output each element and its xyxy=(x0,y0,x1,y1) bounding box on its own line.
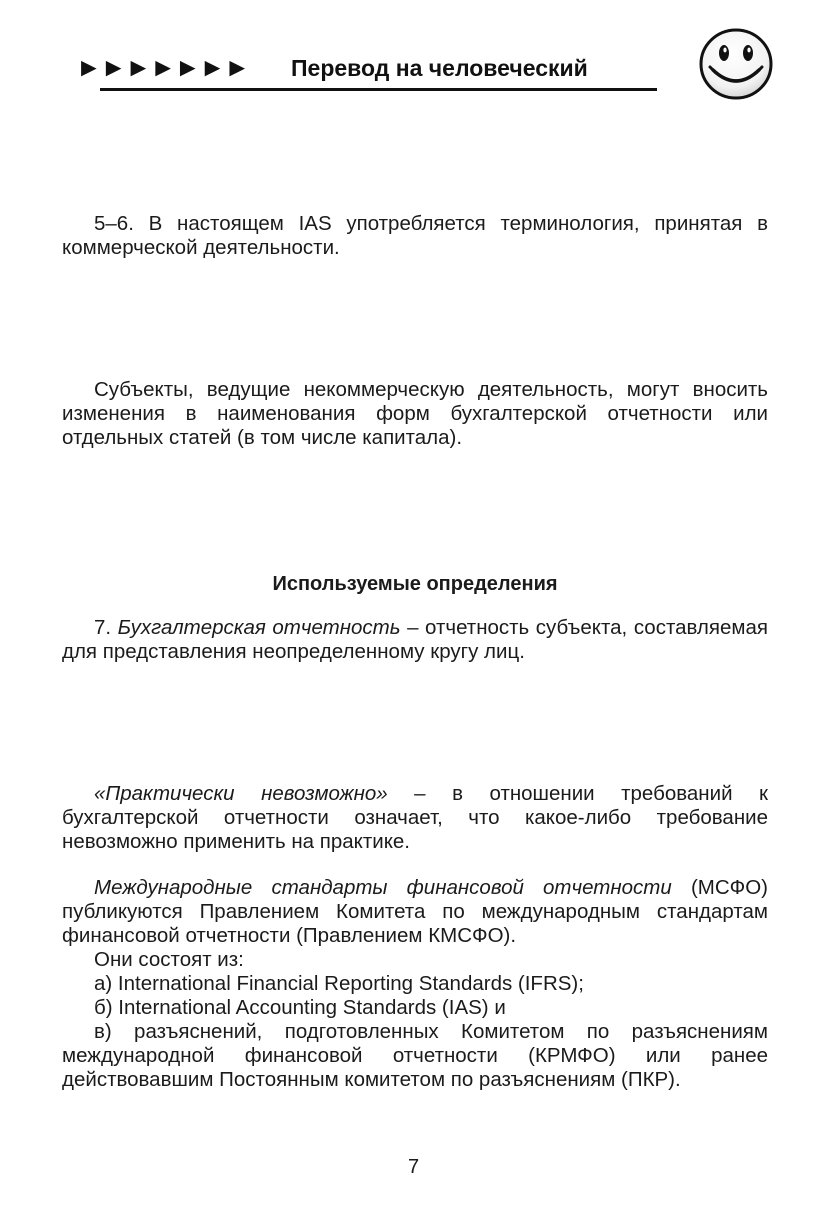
list-item: б) International Accounting Standards (IAS) и xyxy=(94,996,506,1019)
paragraph-text: Субъекты, ведущие некоммерческую деятельность, могут вносить изменения в наименования форм бухгалтерской отчетности или отдельных статей (в том числе капитала). xyxy=(62,378,768,449)
defined-term: «Практически невозможно» xyxy=(94,782,388,805)
paragraph-text: – в отношении требований к бухгалтерской отчетности означает, что какое-либо требование невозможно применить на практике. xyxy=(62,782,768,853)
header-arrows: ►►►►►►► xyxy=(76,52,250,82)
list-item: а) International Financial Reporting Standards (IFRS); xyxy=(94,972,584,995)
header-rule xyxy=(100,88,657,91)
paragraph-impracticable xyxy=(62,782,768,854)
page-number: 7 xyxy=(407,1156,420,1178)
defined-term: Международные стандарты финансовой отчетности xyxy=(94,876,672,899)
defined-term: Бухгалтерская отчетность xyxy=(117,616,401,639)
header-title: Перевод на человеческий xyxy=(291,55,588,81)
section-heading: Используемые определения xyxy=(272,573,558,595)
paragraph-ifrs xyxy=(62,876,768,1092)
paragraph-financial-statements xyxy=(62,616,768,664)
paragraph-text: – отчетность субъекта, составляемая для представления неопределенному кругу лиц. xyxy=(62,616,768,663)
list-intro: Они состоят из: xyxy=(94,948,244,971)
paragraph-text: (МСФО) публикуются Правлением Комитета по международным стандартам финансовой отчетности (Правлением КМСФО). xyxy=(62,876,769,947)
list-item: в) разъяснений, подготовленных Комитетом по разъяснениям международной финансовой отчетности (КРМФО) или ранее действовавшим Постоянным комитетом по разъяснениям (ПКР). xyxy=(62,1020,768,1091)
paragraph-text: 5–6. В настоящем IAS употребляется терминология, принятая в коммерческой деятельности. xyxy=(62,212,768,259)
paragraph-terminology xyxy=(62,212,768,260)
smiley-face-icon xyxy=(697,26,775,102)
paragraph-non-commercial xyxy=(62,378,768,450)
paragraph-number: 7. xyxy=(94,616,118,639)
